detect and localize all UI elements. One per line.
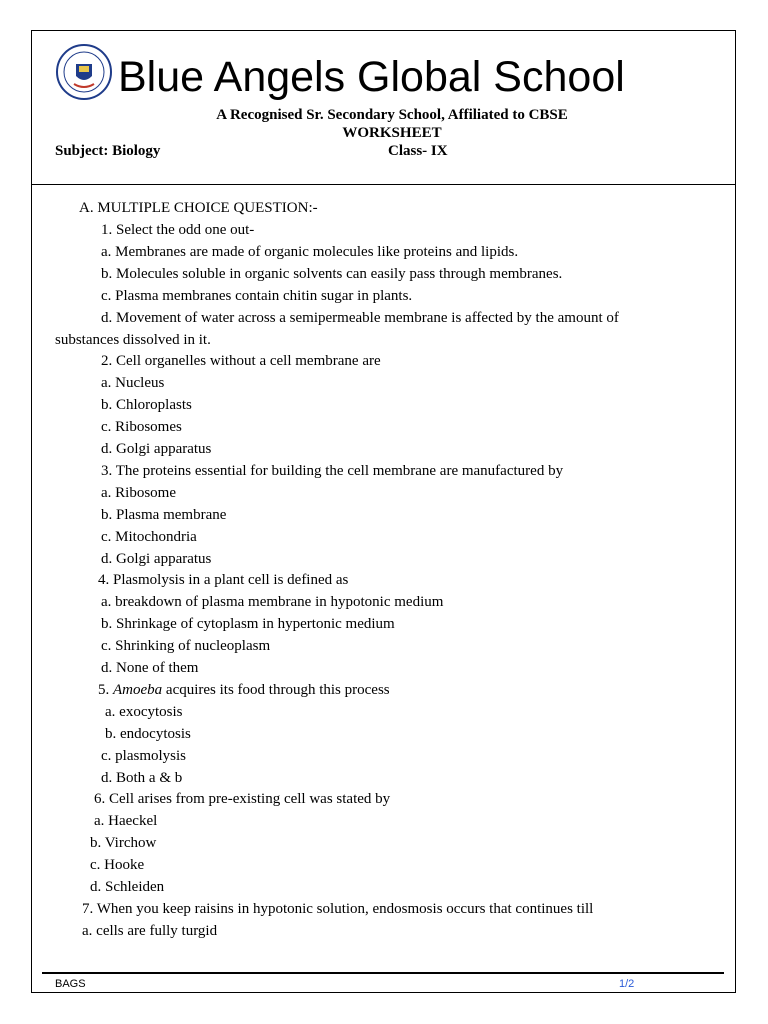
section-heading: A. MULTIPLE CHOICE QUESTION:- bbox=[79, 200, 318, 216]
question-line: d. Both a & b bbox=[101, 769, 183, 786]
worksheet-title: WORKSHEET bbox=[342, 125, 442, 141]
question-line: c. Shrinking of nucleoplasm bbox=[101, 638, 271, 655]
question-line: a. Ribosome bbox=[101, 484, 176, 501]
question-line: a. cells are fully turgid bbox=[82, 922, 218, 939]
footer-divider bbox=[42, 972, 724, 974]
question-line: 2. Cell organelles without a cell membrane are bbox=[101, 353, 381, 370]
header-divider bbox=[31, 184, 736, 185]
question-line: a. exocytosis bbox=[105, 703, 183, 720]
question-line: c. Hooke bbox=[90, 857, 145, 874]
recognition-line: A Recognised Sr. Secondary School, Affiliated to CBSE bbox=[216, 107, 568, 123]
question-line: d. Golgi apparatus bbox=[101, 441, 212, 457]
question-line: 7. When you keep raisins in hypotonic solution, endosmosis occurs that continues till bbox=[82, 900, 594, 917]
question-line: b. Shrinkage of cytoplasm in hypertonic medium bbox=[101, 616, 395, 633]
question-line: d. Movement of water across a semipermeable membrane is affected by the amount of bbox=[101, 309, 619, 326]
question-line: c. plasmolysis bbox=[101, 747, 186, 764]
class-label: Class- IX bbox=[388, 143, 448, 159]
question-line: 4. Plasmolysis in a plant cell is defined as bbox=[98, 572, 349, 589]
question-line: d. None of them bbox=[101, 660, 199, 676]
school-crest-icon bbox=[54, 44, 114, 100]
question-line: c. Ribosomes bbox=[101, 419, 182, 436]
question-line: a. breakdown of plasma membrane in hypotonic medium bbox=[101, 594, 444, 611]
question-line: c. Mitochondria bbox=[101, 528, 197, 545]
question-line: a. Haeckel bbox=[94, 813, 158, 830]
question-line: b. endocytosis bbox=[105, 725, 191, 742]
question-line: 1. Select the odd one out- bbox=[101, 222, 255, 238]
question-line: substances dissolved in it. bbox=[55, 331, 211, 348]
footer-label: BAGS bbox=[55, 978, 86, 990]
question-line: b. Molecules soluble in organic solvents can easily pass through membranes. bbox=[101, 265, 563, 282]
question-line: 6. Cell arises from pre-existing cell was stated by bbox=[94, 791, 391, 808]
question-line: 3. The proteins essential for building the cell membrane are manufactured by bbox=[101, 462, 564, 479]
question-line: a. Membranes are made of organic molecules like proteins and lipids. bbox=[101, 243, 519, 260]
question-line: d. Schleiden bbox=[90, 879, 165, 895]
italic-term: Amoeba bbox=[113, 681, 163, 698]
question-line: d. Golgi apparatus bbox=[101, 550, 212, 567]
question-line: b. Plasma membrane bbox=[101, 506, 227, 523]
question-line: 5. Amoeba acquires its food through this process bbox=[98, 681, 390, 698]
question-line: a. Nucleus bbox=[101, 375, 165, 392]
question-line: c. Plasma membranes contain chitin sugar in plants. bbox=[101, 287, 413, 304]
question-line: b. Chloroplasts bbox=[101, 397, 192, 414]
question-line: b. Virchow bbox=[90, 835, 157, 852]
subject-label: Subject: Biology bbox=[55, 143, 161, 159]
school-name: Blue Angels Global School bbox=[118, 53, 625, 101]
page-number: 1/2 bbox=[619, 978, 635, 990]
